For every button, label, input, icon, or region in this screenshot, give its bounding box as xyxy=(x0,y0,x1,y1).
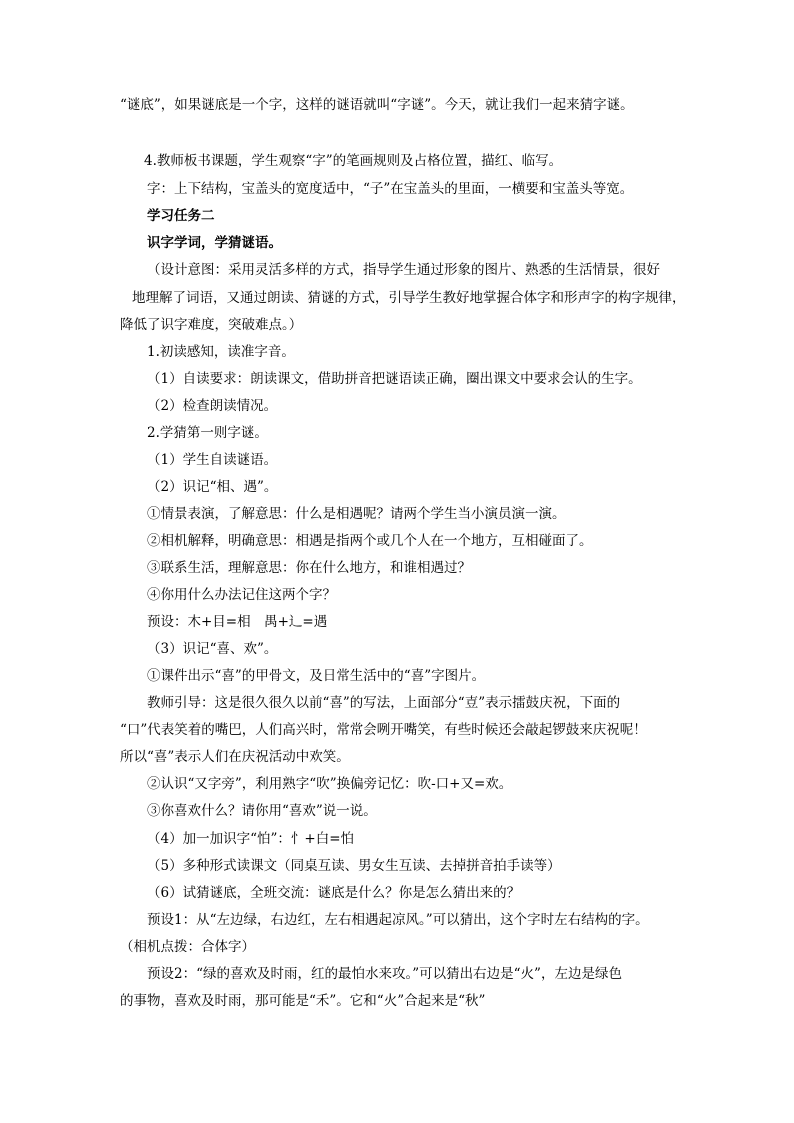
paragraph-line: （6）试猜谜底，全班交流：谜底是什么？你是怎么猜出来的？ xyxy=(147,885,521,901)
section-subheading: 识字学词，学猜谜语。 xyxy=(147,235,282,251)
paragraph-line: ②相机解释，明确意思：相遇是指两个或几个人在一个地方，互相碰面了。 xyxy=(147,533,593,549)
paragraph-line: 字：上下结构，宝盖头的宽度适中，“子”在宝盖头的里面，一横要和宝盖头等宽。 xyxy=(147,181,634,197)
paragraph-line: ③联系生活，理解意思：你在什么地方，和谁相遇过？ xyxy=(147,560,471,576)
paragraph-line: （相机点拨：合体字） xyxy=(120,939,255,955)
paragraph-line: 预设：木+目=相 禺+辶=遇 xyxy=(147,614,328,630)
paragraph-line: ③你喜欢什么？请你用“喜欢”说一说。 xyxy=(147,803,377,819)
paragraph-line: 2.学猜第一则字谜。 xyxy=(147,425,268,441)
paragraph-line: （1）学生自读谜语。 xyxy=(147,452,278,468)
paragraph-line: （2）识记“相、遇”。 xyxy=(147,479,278,495)
paragraph-line: 教师引导：这是很久很久以前“喜”的写法，上面部分“壴”表示擂鼓庆祝，下面的 xyxy=(147,695,621,711)
paragraph-line: ④你用什么办法记住这两个字？ xyxy=(147,587,336,603)
paragraph-line: ①课件出示“喜”的甲骨文，及日常生活中的“喜”字图片。 xyxy=(147,668,486,684)
paragraph-line: 预设1：从“左边绿，右边红，左右相遇起凉风。”可以猜出，这个字时左右结构的字。 xyxy=(147,912,649,928)
paragraph-line: “谜底”，如果谜底是一个字，这样的谜语就叫“字谜”。今天，就让我们一起来猜字谜。 xyxy=(120,97,634,113)
paragraph-line: 预设2：“绿的喜欢及时雨，红的最怕水来攻。”可以猜出右边是“火”，左边是绿色 xyxy=(147,966,622,982)
paragraph-line: （2）检查朗读情况。 xyxy=(147,398,278,414)
paragraph-line: （设计意图：采用灵活多样的方式，指导学生通过形象的图片、熟悉的生活情景，很好 xyxy=(147,262,660,278)
paragraph-line: （1）自读要求：朗读课文，借助拼音把谜语读正确，圈出课文中要求会认的生字。 xyxy=(147,371,642,387)
paragraph-line: 降低了识字难度，突破难点。） xyxy=(120,317,303,333)
paragraph-line: “口”代表笑着的嘴巴，人们高兴时，常常会咧开嘴笑，有些时候还会敲起锣鼓来庆祝呢！ xyxy=(120,722,647,738)
paragraph-line: 4.教师板书课题，学生观察“字”的笔画规则及占格位置，描红、临写。 xyxy=(144,153,563,169)
paragraph-line: （5）多种形式读课文（同桌互读、男女生互读、去掉拼音拍手读等） xyxy=(147,858,561,874)
paragraph-line: ②认识“又字旁”，利用熟字“吹”换偏旁记忆：吹-口+又=欢。 xyxy=(147,776,513,792)
paragraph-line: （4）加一加识字“怕”：忄+白=怕 xyxy=(147,831,355,847)
paragraph-line: （3）识记“喜、欢”。 xyxy=(147,641,278,657)
paragraph-line: ①情景表演，了解意思：什么是相遇呢？请两个学生当小演员演一演。 xyxy=(147,506,566,522)
paragraph-line: 地理解了词语，又通过朗读、猜谜的方式，引导学生教好地掌握合体字和形声字的构字规律， xyxy=(132,290,686,306)
paragraph-line: 1.初读感知，读准字音。 xyxy=(147,344,295,360)
paragraph-line: 所以“喜”表示人们在庆祝活动中欢笑。 xyxy=(120,749,350,765)
paragraph-line: 的事物，喜欢及时雨，那可能是“禾”。它和“火”合起来是“秋” xyxy=(120,993,486,1009)
section-heading: 学习任务二 xyxy=(147,208,215,224)
